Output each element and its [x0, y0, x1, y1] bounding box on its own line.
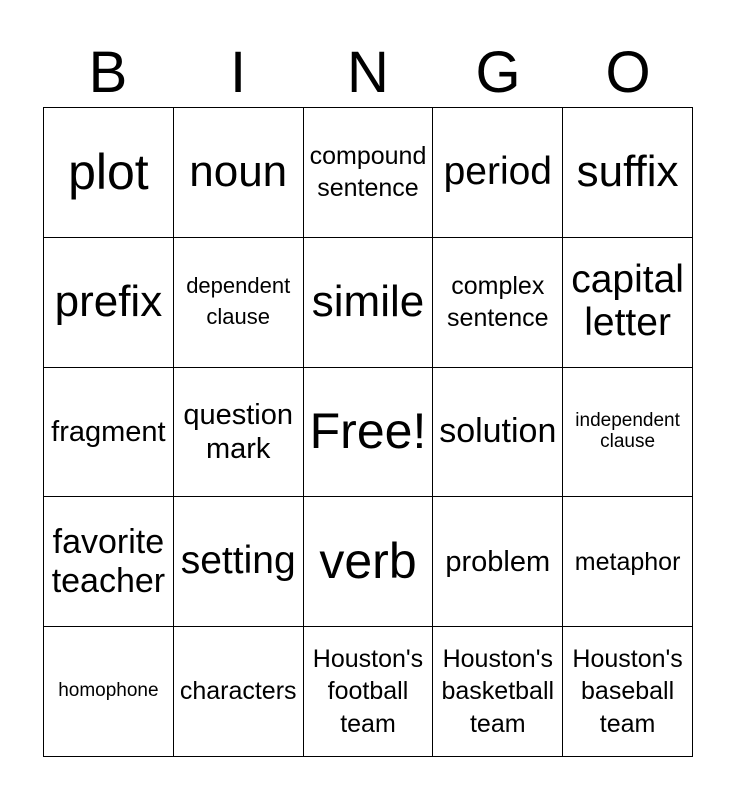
header-letter-i: I: [229, 40, 247, 105]
free-space-cell[interactable]: Free!: [304, 368, 434, 498]
bingo-cell[interactable]: plot: [44, 108, 174, 238]
header-letter-o: O: [605, 40, 651, 105]
bingo-cell[interactable]: noun: [174, 108, 304, 238]
bingo-cell[interactable]: dependent clause: [174, 238, 304, 368]
bingo-cell[interactable]: problem: [433, 497, 563, 627]
bingo-cell[interactable]: verb: [304, 497, 434, 627]
bingo-cell[interactable]: metaphor: [563, 497, 693, 627]
bingo-cell[interactable]: suffix: [563, 108, 693, 238]
bingo-cell[interactable]: question mark: [174, 368, 304, 498]
bingo-cell[interactable]: characters: [174, 627, 304, 757]
bingo-cell[interactable]: compound sentence: [304, 108, 434, 238]
bingo-cell[interactable]: homophone: [44, 627, 174, 757]
bingo-cell[interactable]: independent clause: [563, 368, 693, 498]
header-letter-n: N: [347, 40, 389, 105]
bingo-cell[interactable]: fragment: [44, 368, 174, 498]
bingo-cell[interactable]: Houston's baseball team: [563, 627, 693, 757]
bingo-cell[interactable]: simile: [304, 238, 434, 368]
bingo-cell[interactable]: capital letter: [563, 238, 693, 368]
bingo-cell[interactable]: Houston's football team: [304, 627, 434, 757]
header-letter-g: G: [475, 40, 521, 105]
bingo-cell[interactable]: solution: [433, 368, 563, 498]
bingo-board: [43, 107, 693, 757]
header-letter-b: B: [88, 40, 128, 105]
bingo-cell[interactable]: favorite teacher: [44, 497, 174, 627]
bingo-cell[interactable]: period: [433, 108, 563, 238]
bingo-cell[interactable]: prefix: [44, 238, 174, 368]
bingo-cell[interactable]: complex sentence: [433, 238, 563, 368]
bingo-cell[interactable]: setting: [174, 497, 304, 627]
bingo-header: [43, 38, 693, 108]
bingo-cell[interactable]: Houston's basketball team: [433, 627, 563, 757]
